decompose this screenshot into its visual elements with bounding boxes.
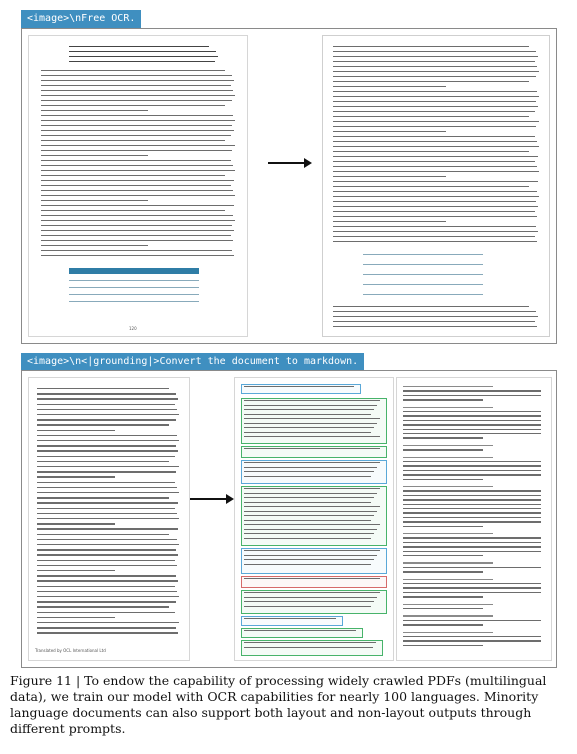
text-line — [403, 424, 541, 425]
text-line — [41, 210, 225, 211]
text-line — [41, 165, 233, 166]
text-line — [244, 606, 371, 607]
text-line — [403, 546, 541, 547]
text-line — [37, 570, 115, 571]
text-line — [403, 437, 483, 438]
text-line — [37, 430, 115, 431]
text-line — [37, 596, 179, 597]
text-line — [37, 487, 177, 488]
text-line — [41, 255, 234, 256]
right-arrow-icon — [268, 157, 312, 169]
text-line — [41, 70, 225, 71]
text-line — [37, 419, 176, 420]
text-line — [37, 513, 177, 514]
text-line — [37, 466, 179, 467]
text-line — [41, 75, 232, 76]
text-line — [403, 411, 541, 412]
text-line — [41, 135, 231, 136]
text-line — [403, 386, 493, 387]
text-line — [333, 121, 539, 122]
text-line — [37, 508, 175, 509]
text-line — [333, 66, 537, 67]
text-line — [333, 306, 529, 307]
text-line — [244, 471, 374, 472]
text-line — [244, 497, 374, 498]
figure-panel-free-ocr — [21, 28, 557, 344]
text-line — [37, 404, 175, 405]
text-line — [37, 591, 177, 592]
text-line — [37, 414, 179, 415]
text-line — [333, 326, 537, 327]
text-line — [333, 166, 537, 167]
text-line — [403, 504, 541, 505]
text-line — [41, 100, 232, 101]
text-line — [403, 551, 541, 552]
text-line — [37, 554, 178, 555]
text-line — [333, 86, 446, 87]
page-number: 120 — [129, 326, 137, 331]
text-line — [403, 632, 493, 633]
text-line — [41, 230, 234, 231]
text-line — [244, 511, 377, 512]
text-line — [244, 432, 371, 433]
text-line — [244, 493, 377, 494]
text-line — [403, 420, 541, 421]
text-line — [403, 495, 541, 496]
text-line — [403, 624, 483, 625]
text-line — [244, 592, 380, 593]
text-line — [37, 549, 176, 550]
text-line — [333, 61, 535, 62]
text-line — [333, 196, 539, 197]
text-line — [244, 418, 380, 419]
text-line — [333, 76, 536, 77]
text-line — [37, 528, 178, 529]
text-line — [244, 559, 374, 560]
text-line — [41, 215, 233, 216]
source-document-minority-language — [28, 377, 190, 661]
text-line — [37, 398, 178, 399]
text-line — [37, 539, 177, 540]
text-line — [37, 565, 177, 566]
text-line — [403, 571, 483, 572]
text-line — [37, 435, 177, 436]
markdown-output-text — [396, 377, 552, 661]
text-line — [244, 533, 374, 534]
text-line — [403, 533, 493, 534]
text-line — [333, 131, 446, 132]
text-line — [403, 461, 541, 462]
text-line — [37, 560, 175, 561]
text-line — [403, 390, 541, 391]
text-line — [333, 231, 538, 232]
text-line — [37, 424, 169, 425]
text-line — [403, 415, 541, 416]
text-line — [403, 587, 541, 588]
text-line — [37, 502, 178, 503]
text-line — [333, 81, 529, 82]
text-line — [403, 479, 483, 480]
text-line — [244, 386, 354, 387]
text-line — [244, 578, 380, 579]
text-line — [37, 445, 176, 446]
text-line — [333, 201, 536, 202]
text-line — [41, 80, 234, 81]
text-line — [403, 470, 541, 471]
text-line — [244, 502, 371, 503]
source-document-arabic — [28, 35, 248, 337]
text-line — [41, 115, 233, 116]
text-line — [333, 101, 536, 102]
text-line — [244, 462, 380, 463]
text-line — [244, 618, 336, 619]
text-line — [41, 120, 235, 121]
text-line — [403, 445, 493, 446]
text-line — [244, 467, 377, 468]
text-line — [41, 205, 234, 206]
text-line — [41, 150, 232, 151]
text-line — [244, 564, 371, 565]
layout-region-box — [241, 548, 387, 574]
text-line — [333, 221, 446, 222]
text-line — [244, 506, 380, 507]
text-line — [403, 512, 541, 513]
text-line — [244, 423, 377, 424]
text-line — [41, 90, 233, 91]
text-line — [403, 537, 541, 538]
text-line — [244, 476, 371, 477]
text-line — [333, 126, 536, 127]
prompt-tag-free-ocr: <image>\nFree OCR. — [21, 10, 141, 28]
text-line — [403, 620, 541, 621]
text-line — [333, 311, 536, 312]
text-line — [37, 456, 175, 457]
text-line — [403, 604, 493, 605]
text-line — [244, 630, 356, 631]
text-line — [37, 461, 169, 462]
text-line — [37, 606, 169, 607]
text-line — [403, 615, 493, 616]
right-arrow-icon — [190, 493, 234, 505]
text-line — [244, 555, 377, 556]
text-line — [403, 517, 541, 518]
text-line — [403, 562, 493, 563]
text-line — [403, 579, 493, 580]
text-line — [244, 550, 380, 551]
text-line — [37, 601, 176, 602]
text-line — [403, 645, 483, 646]
text-line — [403, 449, 483, 450]
text-line — [333, 191, 537, 192]
text-line — [333, 116, 529, 117]
text-line — [403, 555, 483, 556]
text-line — [403, 486, 493, 487]
text-line — [333, 46, 529, 47]
text-line — [37, 393, 176, 394]
text-line — [403, 608, 483, 609]
text-line — [244, 647, 373, 648]
text-line — [37, 492, 179, 493]
text-line — [403, 465, 541, 466]
text-line — [244, 601, 374, 602]
text-line — [333, 241, 537, 242]
text-line — [37, 388, 169, 389]
text-line — [41, 245, 148, 246]
text-line — [37, 586, 175, 587]
figure-panel-grounding — [21, 370, 557, 668]
text-line — [333, 96, 539, 97]
text-line — [244, 488, 380, 489]
text-line — [333, 141, 537, 142]
text-line — [333, 216, 537, 217]
text-line — [37, 482, 175, 483]
text-line — [244, 409, 374, 410]
text-line — [333, 51, 536, 52]
text-line — [69, 56, 218, 57]
text-line — [41, 85, 231, 86]
text-line — [333, 206, 538, 207]
text-line — [403, 433, 541, 434]
text-line — [333, 236, 535, 237]
text-line — [333, 156, 538, 157]
text-line — [41, 195, 235, 196]
text-line — [41, 175, 225, 176]
text-line — [37, 622, 179, 623]
grounded-layout-document — [234, 377, 394, 661]
text-line — [41, 200, 148, 201]
prompt-tag-grounding: <image>\n<|grounding|>Convert the document to markdown. — [21, 353, 364, 371]
text-line — [333, 146, 539, 147]
text-line — [244, 520, 371, 521]
text-line — [333, 321, 535, 322]
text-line — [333, 171, 539, 172]
text-line — [333, 91, 537, 92]
text-line — [403, 429, 541, 430]
text-line — [244, 515, 374, 516]
text-line — [37, 450, 178, 451]
text-line — [403, 499, 541, 500]
text-line — [41, 180, 234, 181]
text-line — [69, 51, 216, 52]
text-line — [37, 440, 179, 441]
text-line — [333, 161, 535, 162]
document-footer: Translated by OCL International Ltd — [35, 648, 106, 653]
text-line — [41, 95, 235, 96]
text-line — [333, 106, 538, 107]
text-line — [41, 240, 233, 241]
text-line — [403, 526, 483, 527]
text-line — [41, 125, 232, 126]
text-line — [41, 220, 235, 221]
text-line — [403, 640, 541, 641]
text-line — [403, 474, 541, 475]
text-line — [41, 130, 234, 131]
text-line — [37, 617, 115, 618]
text-line — [244, 448, 380, 449]
text-line — [333, 111, 535, 112]
text-line — [41, 225, 232, 226]
text-line — [403, 395, 541, 396]
document-table — [69, 268, 199, 306]
text-line — [244, 405, 377, 406]
text-line — [37, 632, 178, 633]
text-line — [244, 427, 374, 428]
text-line — [37, 409, 177, 410]
text-line — [41, 250, 232, 251]
text-line — [37, 476, 115, 477]
text-line — [41, 140, 225, 141]
text-line — [41, 185, 231, 186]
output-table — [363, 254, 483, 300]
text-line — [333, 226, 536, 227]
figure-caption: Figure 11 | To endow the capability of processing widely crawled PDFs (multilingual data), we train our model with OCR capabilities for nearly 100 languages. Minority language documents can also support both layout and non-layout outputs through different prompts. — [10, 673, 547, 736]
text-line — [41, 145, 235, 146]
text-line — [37, 575, 176, 576]
text-line — [244, 529, 377, 530]
text-line — [403, 508, 541, 509]
text-line — [37, 534, 169, 535]
text-line — [37, 580, 178, 581]
text-line — [37, 544, 179, 545]
text-line — [333, 56, 538, 57]
text-line — [403, 592, 541, 593]
text-line — [37, 523, 115, 524]
text-line — [333, 316, 538, 317]
text-line — [41, 110, 148, 111]
text-line — [37, 471, 176, 472]
text-line — [41, 190, 233, 191]
text-line — [41, 160, 231, 161]
text-line — [69, 46, 209, 47]
text-line — [41, 105, 225, 106]
text-line — [244, 642, 376, 643]
text-line — [37, 518, 179, 519]
text-line — [333, 176, 446, 177]
text-line — [403, 490, 541, 491]
text-line — [403, 542, 541, 543]
text-line — [69, 61, 215, 62]
text-line — [403, 407, 493, 408]
text-line — [403, 583, 541, 584]
text-line — [333, 181, 538, 182]
text-line — [244, 436, 380, 437]
text-line — [244, 597, 377, 598]
ocr-output-text — [322, 35, 550, 337]
text-line — [244, 524, 380, 525]
text-line — [37, 627, 176, 628]
text-line — [333, 151, 529, 152]
text-line — [403, 567, 541, 568]
text-line — [403, 636, 541, 637]
text-line — [41, 170, 235, 171]
text-line — [403, 399, 483, 400]
text-line — [333, 186, 529, 187]
text-line — [244, 400, 380, 401]
text-line — [333, 136, 535, 137]
text-line — [37, 497, 169, 498]
text-line — [41, 235, 231, 236]
text-line — [403, 596, 483, 597]
text-line — [333, 211, 535, 212]
text-line — [244, 538, 371, 539]
text-line — [41, 155, 148, 156]
text-line — [403, 521, 541, 522]
text-line — [244, 414, 371, 415]
text-line — [403, 457, 493, 458]
text-line — [333, 71, 539, 72]
text-line — [37, 612, 175, 613]
